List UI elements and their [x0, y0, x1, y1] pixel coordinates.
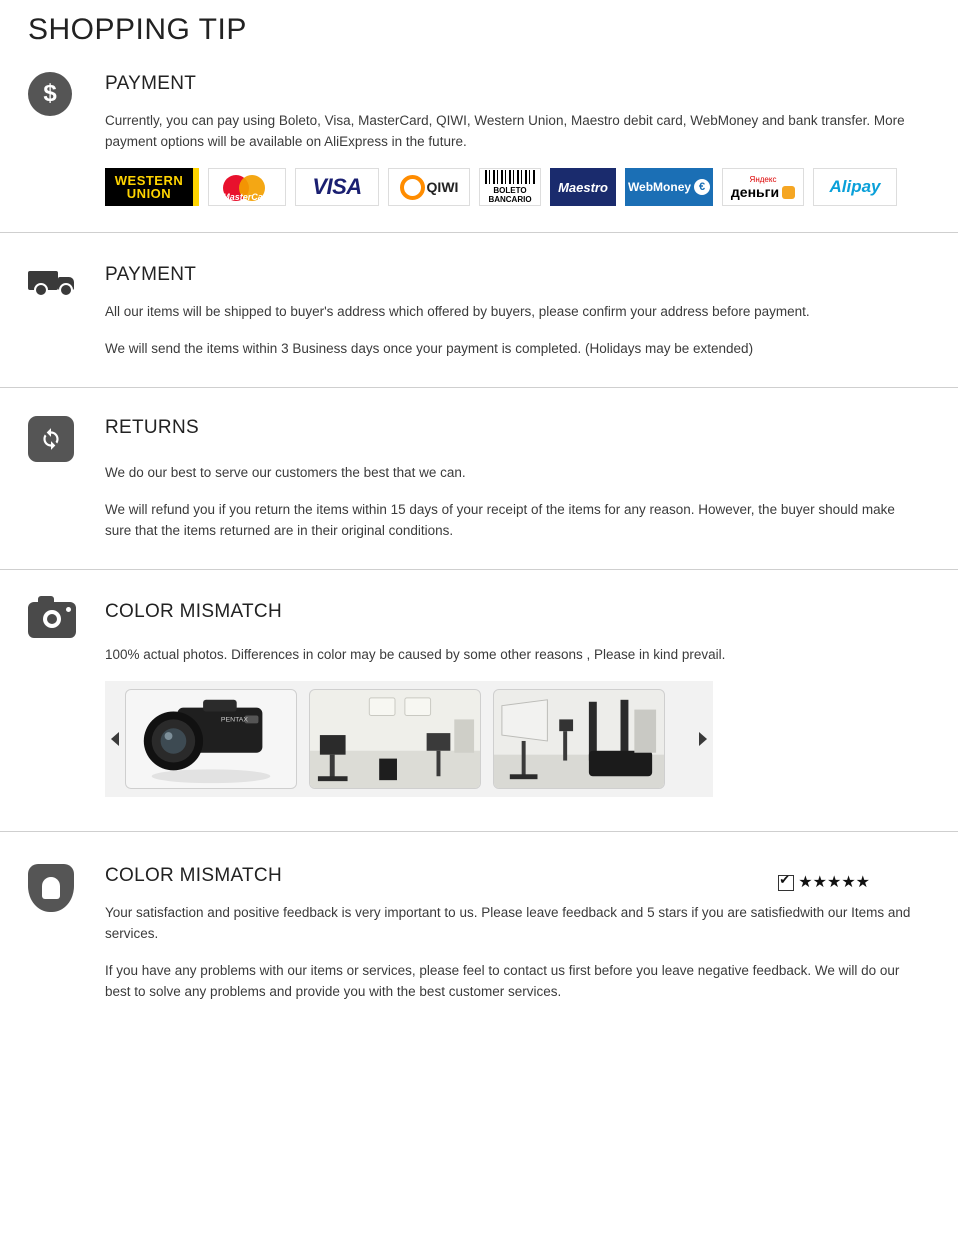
yandex-line1: Яндекс — [749, 174, 777, 184]
carousel-prev-icon[interactable] — [111, 732, 119, 746]
boleto-line1: BOLETO — [493, 186, 527, 195]
webmoney-dot-icon: € — [694, 179, 710, 195]
dollar-glyph: $ — [43, 80, 57, 107]
section-heading: COLOR MISMATCH — [105, 865, 282, 886]
shield-icon — [28, 864, 76, 912]
visa-logo — [295, 168, 379, 206]
wu-line1: WESTERN — [114, 173, 184, 188]
section-paragraph: All our items will be shipped to buyer's address which offered by buyers, please confirm your address before payment. — [105, 304, 810, 319]
visa-label: VISA — [312, 174, 362, 199]
section-paragraph: We will refund you if you return the items within 15 days of your receipt of the items for any reason. However, the buyer should make sure that the items returned are in their original conditions. — [105, 502, 895, 538]
stars-glyphs: ★★★★★ — [798, 874, 870, 891]
checkbox-icon — [778, 875, 794, 891]
webmoney-label: WebMoney — [627, 180, 692, 194]
wu-line2: UNION — [126, 186, 172, 201]
truck-icon — [28, 261, 76, 309]
section-heading: PAYMENT — [105, 73, 197, 94]
page-title: SHOPPING TIP — [28, 13, 247, 46]
maestro-label: Maestro — [558, 179, 608, 195]
section-paragraph: We will send the items within 3 Business days once your payment is completed. (Holidays may be extended) — [105, 341, 754, 356]
shopping-tip-page — [0, 10, 958, 1042]
section-shipping — [0, 233, 958, 387]
barcode-icon — [485, 170, 535, 184]
rating-stars — [778, 875, 870, 891]
section-color-mismatch-photos — [0, 570, 958, 831]
section-heading: PAYMENT — [105, 264, 197, 285]
section-paragraph: If you have any problems with our items or services, please feel to contact us first before you leave negative feedback. We will do our best to solve any problems and provide you with the best customer services. — [105, 963, 900, 999]
alipay-label: Alipay — [829, 177, 881, 196]
section-heading: RETURNS — [105, 417, 199, 438]
coin-icon — [782, 186, 795, 199]
studio-photo-2[interactable] — [493, 689, 665, 789]
yandex-line2: деньги — [730, 183, 780, 200]
section-paragraph: 100% actual photos. Differences in color may be caused by some other reasons , Please in kind prevail. — [105, 647, 726, 662]
yandex-money-logo — [722, 168, 804, 206]
section-returns — [0, 388, 958, 569]
carousel-next-icon[interactable] — [699, 732, 707, 746]
qiwi-circle-icon — [400, 175, 425, 200]
section-feedback — [0, 832, 958, 1042]
payment-logos — [105, 168, 930, 206]
qiwi-logo — [388, 168, 470, 206]
mastercard-label: MasterCard — [222, 192, 272, 202]
qiwi-label: QIWI — [426, 179, 459, 195]
webmoney-logo — [625, 168, 713, 206]
section-paragraph: We do our best to serve our customers the best that we can. — [105, 465, 466, 480]
mastercard-logo — [208, 168, 286, 206]
svg-text:PENTAX: PENTAX — [220, 716, 248, 724]
boleto-logo — [479, 168, 541, 206]
product-photo-camera[interactable] — [125, 689, 297, 789]
maestro-logo — [550, 168, 616, 206]
alipay-logo — [813, 168, 897, 206]
studio-photo-1[interactable] — [309, 689, 481, 789]
boleto-line2: BANCARIO — [488, 195, 532, 204]
western-union-logo — [105, 168, 199, 206]
dollar-icon — [28, 72, 76, 120]
photo-carousel[interactable] — [105, 681, 713, 797]
section-paragraph: Your satisfaction and positive feedback is very important to us. Please leave feedback and 5 stars if you are satisfiedwith our Items and services. — [105, 905, 911, 941]
section-heading: COLOR MISMATCH — [105, 601, 282, 622]
section-paragraph: Currently, you can pay using Boleto, Visa, MasterCard, QIWI, Western Union, Maestro debit card, WebMoney and bank transfer. More payment options will be available on AliExpress in the future. — [105, 113, 905, 149]
refresh-icon — [28, 416, 76, 464]
camera-icon — [28, 602, 76, 650]
section-payment-methods — [0, 50, 958, 232]
yandex-line2-wrap — [731, 184, 795, 200]
